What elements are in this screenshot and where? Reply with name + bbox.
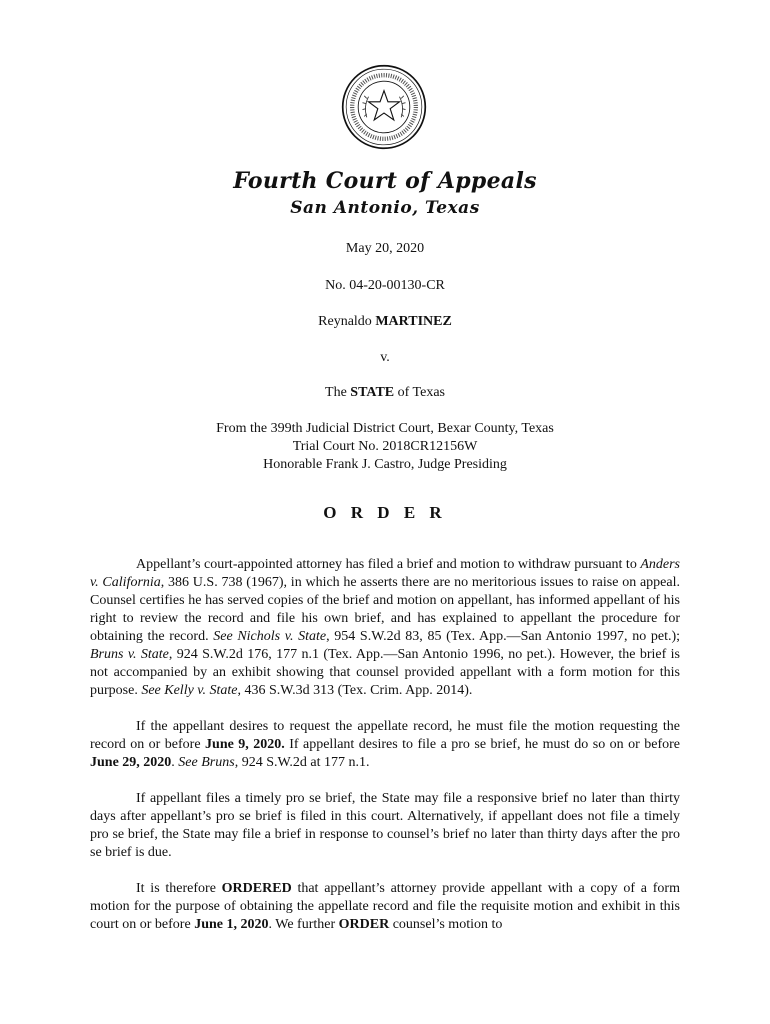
text-run: , 954 S.W.2d 83, 85 (Tex. App.—San Antonio 1997, no pet.); — [326, 629, 681, 644]
trial-court-origin: From the 399th Judicial District Court, Bexar County, Texas — [216, 421, 554, 436]
appellee-suffix: of Texas — [397, 385, 445, 400]
case-citation: See Nichols v. State — [213, 629, 327, 644]
appellant-name — [0, 314, 770, 330]
text-run: , 436 S.W.3d 313 (Tex. Crim. App. 2014). — [237, 683, 473, 698]
presiding-judge: Honorable Frank J. Castro, Judge Presiding — [263, 457, 507, 472]
case-citation: Bruns v. State — [90, 647, 169, 662]
paragraph-anders-brief — [90, 556, 680, 700]
case-citation: See Bruns — [178, 755, 235, 770]
versus-label: v. — [380, 350, 390, 365]
deadline-date: June 9, 2020. — [205, 737, 285, 752]
text-run: . — [171, 755, 179, 770]
appellee-prefix: The — [325, 385, 347, 400]
case-number: No. 04-20-00130-CR — [325, 278, 445, 293]
appellee-name — [0, 385, 770, 401]
text-run: , 924 S.W.2d at 177 n.1. — [234, 755, 370, 770]
text-run: It is therefore — [136, 881, 222, 896]
case-citation: See Kelly v. State — [141, 683, 238, 698]
text-run: If appellant files a timely pro se brief, the State may file a responsive brief no later than thirty days after appellant’s pro se brief is filed in this court. Alternatively, if appellant does not file a timely pro se brief, the State may file a brief in response to counsel’s brief no later than thirty days after the pro se brief is due. — [90, 791, 680, 860]
trial-court-number: Trial Court No. 2018CR12156W — [292, 439, 478, 454]
paragraph-record-deadlines — [90, 718, 680, 772]
ordered-keyword: ORDERED — [221, 881, 292, 896]
deadline-date: June 1, 2020 — [194, 917, 269, 932]
court-city: San Antonio, Texas — [290, 198, 480, 218]
appellant-last-name: MARTINEZ — [375, 314, 452, 329]
appellant-first-name: Reynaldo — [318, 314, 372, 329]
text-run: Appellant’s court-appointed attorney has filed a brief and motion to withdraw pursuant to — [136, 557, 641, 572]
court-name: Fourth Court of Appeals — [233, 168, 537, 194]
order-body — [90, 556, 680, 934]
text-run: . We further — [268, 917, 339, 932]
text-run: , 386 U.S. 738 (1967), in which he asserts there are no meritorious issues to raise on appeal. Counsel certifies he has served copies of the brief and motion on appellant, has informed appellant of his right to review the record and file his own brief, and has explained to appellant the procedure for obtaining the record. — [90, 575, 680, 644]
deadline-date: June 29, 2020 — [90, 755, 172, 770]
text-run: If the appellant desires to request the appellate record, he must file the motion requesting the record on or before — [90, 719, 680, 752]
order-date: May 20, 2020 — [345, 241, 425, 256]
text-run: , 924 S.W.2d 176, 177 n.1 (Tex. App.—San Antonio 1996, no pet.). However, the brief is not accompanied by an exhibit showing that counsel provided appellant with a form motion for this purpose. — [90, 647, 680, 698]
appellee-state: STATE — [350, 385, 395, 400]
text-run: If appellant desires to file a pro se brief, he must do so on or before — [284, 737, 680, 752]
text-run: counsel’s motion to — [389, 917, 503, 932]
text-run: that appellant’s attorney provide appellant with a copy of a form motion for the purpose of obtaining the appellate record and file the requisite motion and exhibit in this court on or before — [90, 881, 680, 932]
paragraph-order-directive — [90, 880, 680, 934]
paragraph-state-response — [90, 790, 680, 862]
case-citation: Anders v. California — [90, 557, 680, 590]
order-heading: O R D E R — [323, 503, 447, 522]
order-keyword: ORDER — [338, 917, 390, 932]
court-seal-icon — [341, 64, 427, 150]
